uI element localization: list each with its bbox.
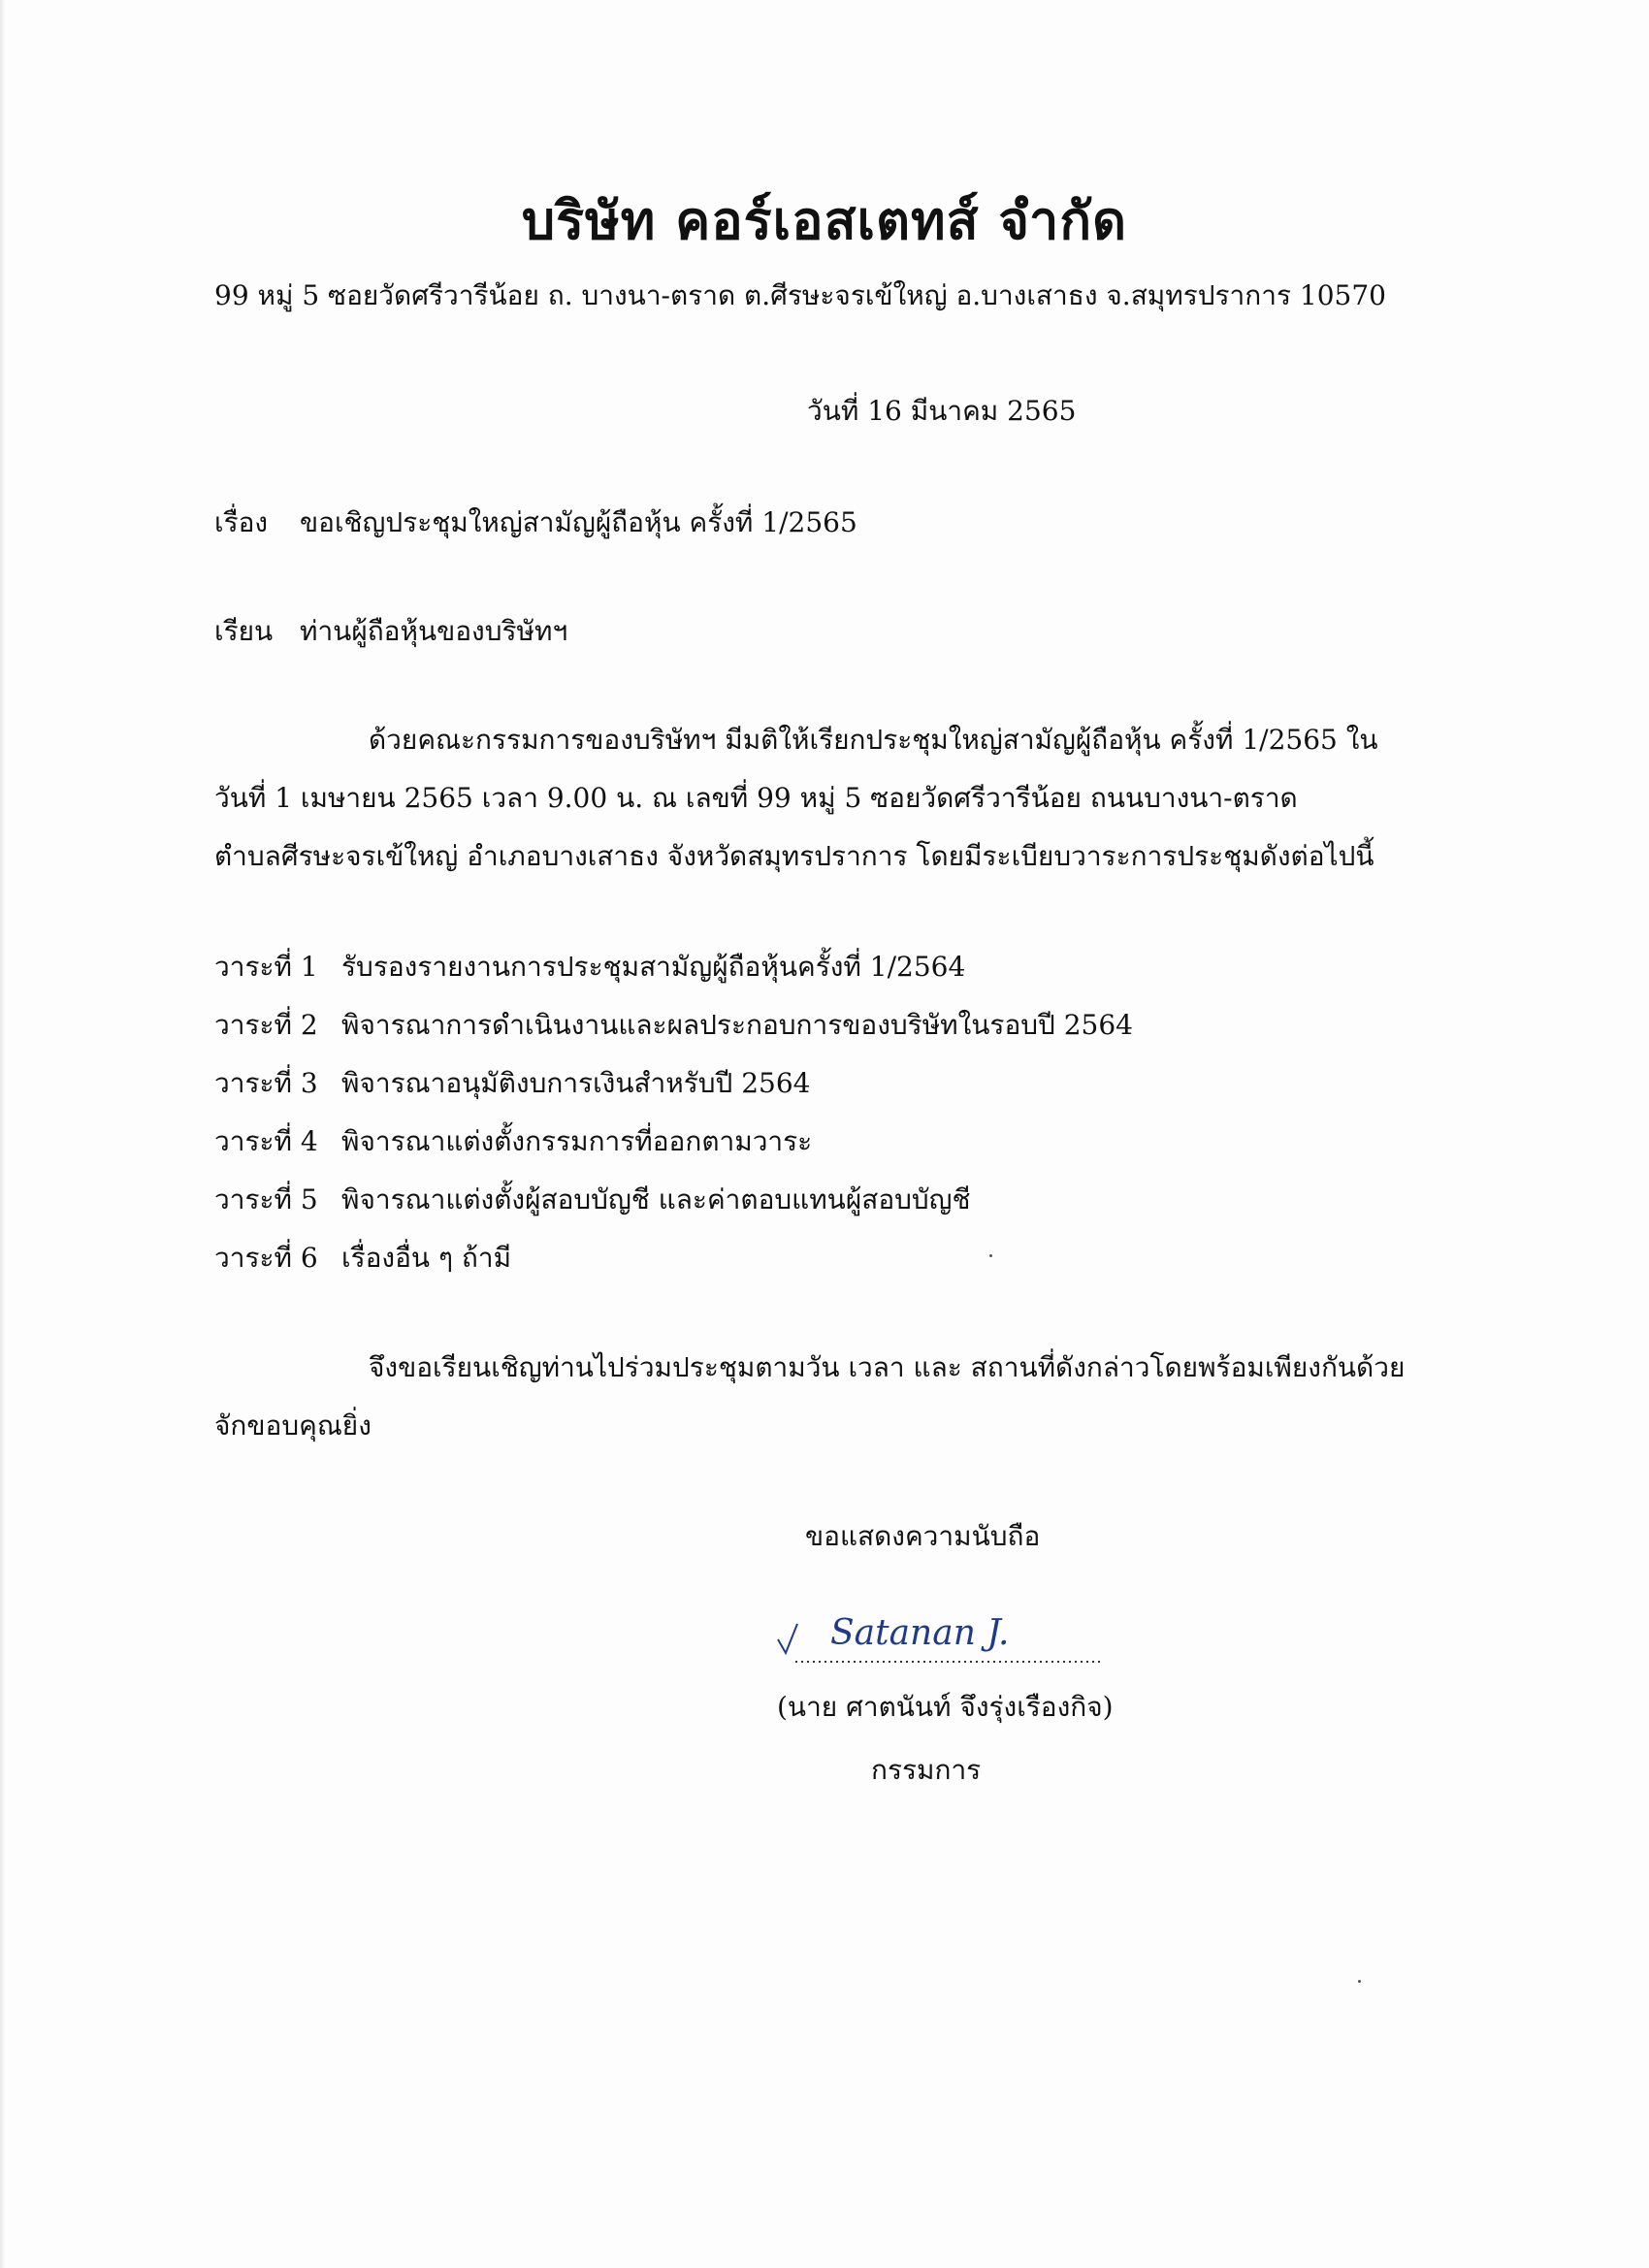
closing-text: ขอแสดงความนับถือ	[805, 1520, 1041, 1552]
recipient-label: เรียน	[214, 615, 274, 647]
scan-edge	[0, 0, 6, 2268]
signature-image	[774, 1601, 1104, 1669]
subject-text: ขอเชิญประชุมใหญ่สามัญผู้ถือหุ้น ครั้งที่ 1/2565	[300, 506, 857, 538]
signatory-name: (นาย ศาตนันท์ จึงรุ่งเรืองกิจ)	[777, 1691, 1114, 1723]
company-name: บริษัท คอร์เอสเตทส์ จำกัด	[521, 189, 1128, 251]
invitation-line-2: จักขอบคุณยิ่ง	[214, 1409, 372, 1442]
checkmark-icon	[778, 1624, 797, 1653]
invitation-line-1: จึงขอเรียนเชิญท่านไปร่วมประชุมตามวัน เวลา และ สถานที่ดังกล่าวโดยพร้อมเพียงกันด้วย	[369, 1351, 1406, 1383]
agenda-item-6-label: วาระที่ 6	[214, 1242, 318, 1274]
agenda-item-5-label: วาระที่ 5	[214, 1183, 318, 1215]
agenda-item-6-text: เรื่องอื่น ๆ ถ้ามี	[341, 1242, 512, 1274]
agenda-item-5-text: พิจารณาแต่งตั้งผู้สอบบัญชี และค่าตอบแทนผู้สอบบัญชี	[341, 1183, 971, 1215]
body-line-3: ตำบลศีรษะจรเข้ใหญ่ อำเภอบางเสาธง จังหวัดสมุทรปราการ โดยมีระเบียบวาระการประชุมดังต่อไปนี้	[214, 840, 1374, 872]
agenda-item-1-text: รับรองรายงานการประชุมสามัญผู้ถือหุ้นครั้งที่ 1/2564	[341, 951, 966, 983]
agenda-item-4-text: พิจารณาแต่งตั้งกรรมการที่ออกตามวาระ	[341, 1125, 813, 1157]
agenda-item-2-text: พิจารณาการดำเนินงานและผลประกอบการของบริษัทในรอบปี 2564	[341, 1009, 1133, 1041]
agenda-item-3-label: วาระที่ 3	[214, 1067, 318, 1099]
signatory-title: กรรมการ	[871, 1754, 982, 1786]
scan-speck	[989, 1254, 992, 1257]
letter-date: วันที่ 16 มีนาคม 2565	[807, 395, 1077, 427]
recipient-text: ท่านผู้ถือหุ้นของบริษัทฯ	[300, 615, 568, 647]
body-line-2: วันที่ 1 เมษายน 2565 เวลา 9.00 น. ณ เลขที่ 99 หมู่ 5 ซอยวัดศรีวารีน้อย ถนนบางนา-ตราด	[214, 782, 1298, 814]
agenda-item-3-text: พิจารณาอนุมัติงบการเงินสำหรับปี 2564	[341, 1067, 811, 1099]
agenda-item-1-label: วาระที่ 1	[214, 951, 318, 983]
body-line-1: ด้วยคณะกรรมการของบริษัทฯ มีมติให้เรียกประชุมใหญ่สามัญผู้ถือหุ้น ครั้งที่ 1/2565 ใน	[369, 724, 1378, 756]
agenda-item-4-label: วาระที่ 4	[214, 1125, 318, 1157]
company-address: 99 หมู่ 5 ซอยวัดศรีวารีน้อย ถ. บางนา-ตราด ต.ศีรษะจรเข้ใหญ่ อ.บางเสาธง จ.สมุทรปราการ 10570	[214, 279, 1386, 311]
agenda-item-2-label: วาระที่ 2	[214, 1009, 318, 1041]
subject-label: เรื่อง	[214, 506, 269, 538]
signature-text: Satanan J.	[830, 1613, 1010, 1653]
scan-speck	[1358, 1980, 1361, 1983]
